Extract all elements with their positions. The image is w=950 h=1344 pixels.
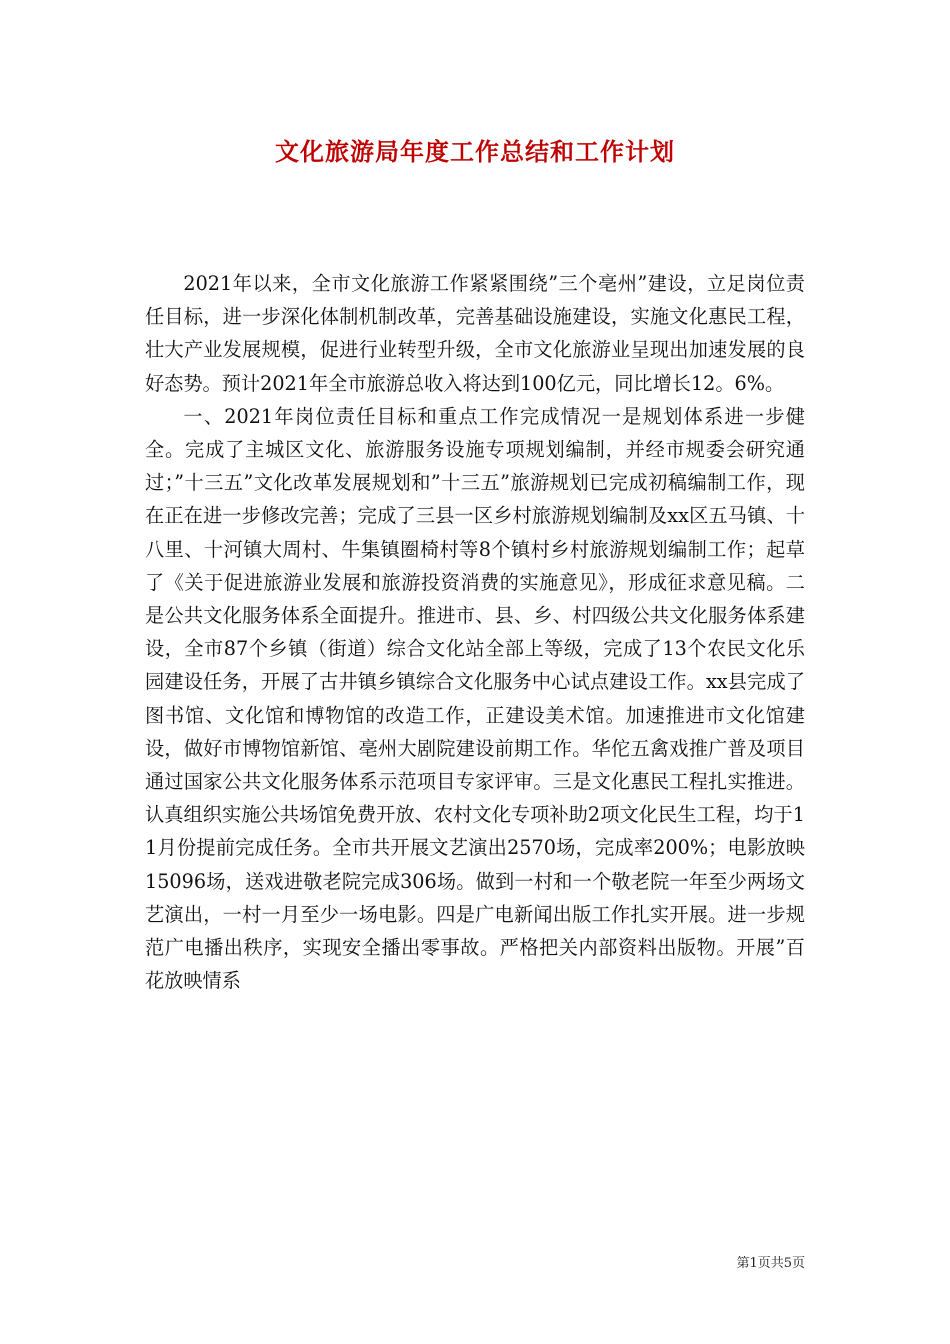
document-title: 文化旅游局年度工作总结和工作计划 xyxy=(275,138,675,166)
document-body xyxy=(145,267,805,997)
page-indicator: 第1页共5页 xyxy=(736,1256,805,1271)
paragraph: 2021年以来，全市文化旅游工作紧紧围绕”三个亳州”建设，立足岗位责任目标，进一步深化体制机制改革，完善基础设施建设，实施文化惠民工程，壮大产业发展规模，促进行业转型升级，全市文化旅游业呈现出加速发展的良好态势。预计2021年全市旅游总收入将达到100亿元，同比增长12。6%。 xyxy=(145,272,805,395)
paragraph: 一、2021年岗位责任目标和重点工作完成情况一是规划体系进一步健全。完成了主城区文化、旅游服务设施专项规划编制，并经市规委会研究通过；”十三五”文化改革发展规划和”十三五”旅游规划已完成初稿编制工作，现在正在进一步修改完善；完成了三县一区乡村旅游规划编制及xx区五马镇、十八里、十河镇大周村、牛集镇圈椅村等8个镇村乡村旅游规划编制工作；起草了《关于促进旅游业发展和旅游投资消费的实施意见》，形成征求意见稿。二是公共文化服务体系全面提升。推进市、县、乡、村四级公共文化服务体系建设，全市87个乡镇（街道）综合文化站全部上等级，完成了13个农民文化乐园建设任务，开展了古井镇乡镇综合文化服务中心试点建设工作。xx县完成了图书馆、文化馆和博物馆的改造工作，正建设美术馆。加速推进市文化馆建设，做好市博物馆新馆、亳州大剧院建设前期工作。华佗五禽戏推广普及项目通过国家公共文化服务体系示范项目专家评审。三是文化惠民工程扎实推进。认真组织实施公共场馆免费开放、农村文化专项补助2项文化民生工程，均于11月份提前完成任务。全市共开展文艺演出2570场，完成率200%；电影放映15096场，送戏进敬老院完成306场。做到一村和一个敬老院一年至少两场文艺演出，一村一月至少一场电影。四是广电新闻出版工作扎实开展。进一步规范广电播出秩序，实现安全播出零事故。严格把关内部资料出版物。开展”百花放映情系 xyxy=(145,404,805,993)
